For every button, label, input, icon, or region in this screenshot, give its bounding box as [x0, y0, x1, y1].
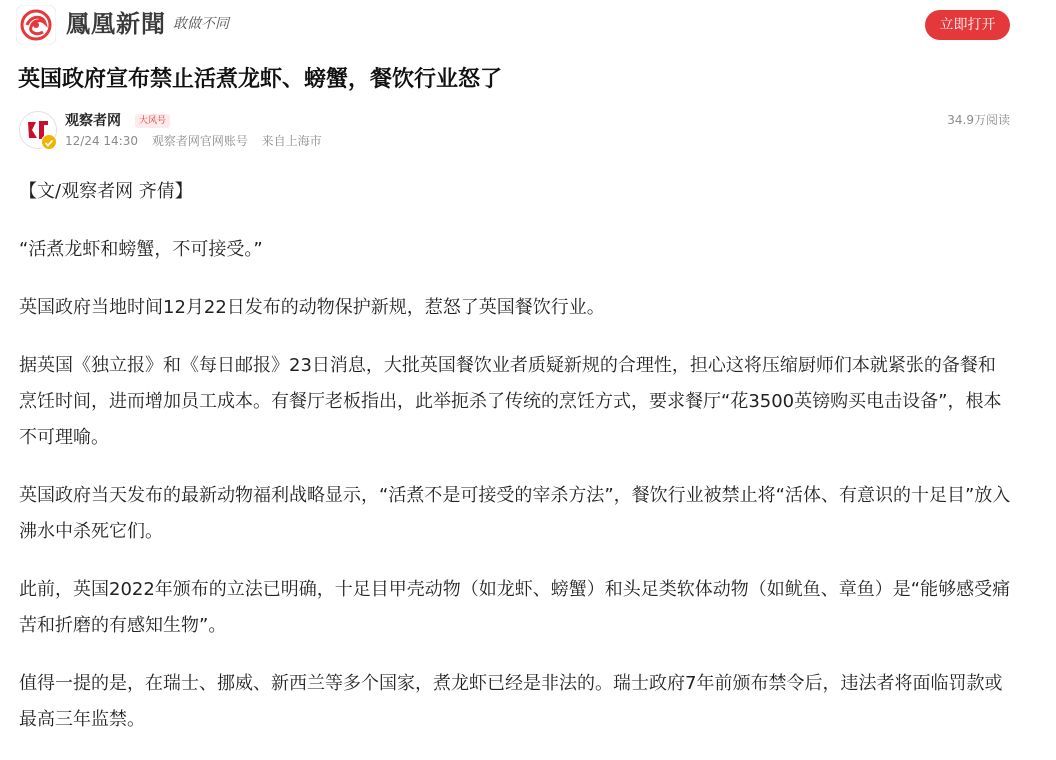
verified-badge-icon — [41, 134, 57, 150]
article-paragraph: 英国政府当天发布的最新动物福利战略显示，“活煮不是可接受的宰杀方法”，餐饮行业被禁止将“活体、有意识的十足目”放入沸水中杀死它们。 — [19, 485, 1011, 542]
read-count: 34.9万阅读 — [947, 113, 1010, 127]
phoenix-logo-icon[interactable] — [16, 5, 56, 45]
article-paragraph: 值得一提的是，在瑞士、挪威、新西兰等多个国家，煮龙虾已经是非法的。瑞士政府7年前颁布禁令后，违法者将面临罚款或最高三年监禁。 — [19, 673, 1003, 730]
article-meta — [0, 108, 1056, 156]
brand-slogan: 敢做不同 — [173, 16, 229, 32]
article-paragraph: 英国政府当地时间12月22日发布的动物保护新规，惹怒了英国餐饮行业。 — [19, 297, 605, 318]
article-title: 英国政府宣布禁止活煮龙虾、螃蟹，餐饮行业怒了 — [18, 67, 503, 92]
author-tag-badge: 大风号 — [135, 114, 170, 128]
account-type: 观察者网官网账号 — [151, 134, 248, 148]
author-name[interactable]: 观察者网 — [65, 113, 121, 129]
article-paragraph: 此前，英国2022年颁布的立法已明确，十足目甲壳动物（如龙虾、螃蟹）和头足类软体动物（如鱿鱼、章鱼）是“能够感受痛苦和折磨的有感知生物”。 — [19, 579, 1011, 636]
location: 来自上海市 — [261, 134, 322, 148]
article-subinfo — [65, 132, 332, 150]
top-bar — [0, 0, 1056, 50]
article-paragraph: 据英国《独立报》和《每日邮报》23日消息，大批英国餐饮业者质疑新规的合理性，担心这将压缩厨师们本就紧张的备餐和烹饪时间，进而增加员工成本。有餐厅老板指出，此举扼杀了传统的烹饪方式，要求餐厅“花3500英镑购买电击设备”，根本不可理喻。 — [19, 355, 1002, 448]
article-paragraph: 【文/观察者网 齐倩】 — [19, 181, 193, 202]
article-paragraph: “活煮龙虾和螃蟹，不可接受。” — [19, 239, 263, 260]
article-body — [19, 174, 1011, 760]
brand-name: 鳳凰新聞 — [66, 9, 166, 38]
open-app-button[interactable]: 立即打开 — [925, 10, 1010, 40]
publish-date: 12/24 14:30 — [65, 134, 138, 148]
